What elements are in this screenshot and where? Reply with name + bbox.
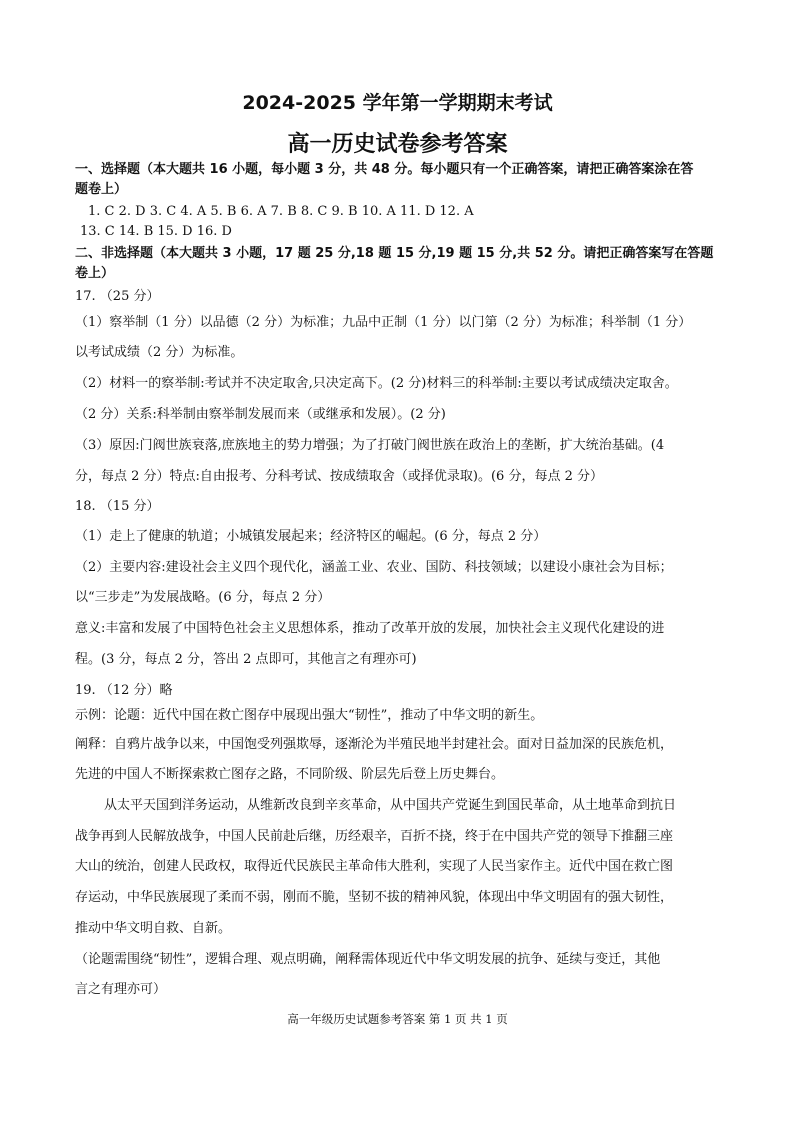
q18-part2: （2）主要内容:建设社会主义四个现代化，涵盖工业、农业、国防、科技领域；以建设小康社会为目标； bbox=[75, 560, 673, 575]
q19-label: 19. （12 分）略 bbox=[75, 683, 173, 698]
page-footer: 高一年级历史试题参考答案 第 1 页 共 1 页 bbox=[287, 1012, 508, 1026]
q19-example: 示例：论题：近代中国在救亡图存中展现出强大“韧性”，推动了中华文明的新生。 bbox=[75, 708, 544, 723]
section2-heading-cont: 卷上） bbox=[75, 266, 115, 281]
q17-part1: （1）察举制（1 分）以品德（2 分）为标准；九品中正制（1 分）以门第（2 分）为标准；科举制（1 分） bbox=[75, 315, 692, 330]
q17-part2: （2）材料一的察举制:考试并不决定取舍,只决定高下。(2 分)材料三的科举制:主要以考试成绩决定取舍。 bbox=[75, 376, 678, 391]
q17-part3: （3）原因:门阀世族衰落,庶族地主的势力增强；为了打破门阀世族在政治上的垄断，扩大统治基础。(4 bbox=[75, 438, 665, 453]
q18-part2-cont: 以“三步走”为发展战略。(6 分，每点 2 分） bbox=[75, 590, 331, 605]
q18-label: 18. （15 分） bbox=[75, 499, 160, 514]
q19-paragraph-line4: 存运动，中华民族展现了柔而不弱，刚而不脆，坚韧不拔的精神风貌，体现出中华文明固有的强大韧性， bbox=[75, 890, 674, 905]
q19-paragraph-line1: 从太平天国到洋务运动，从维新改良到辛亥革命，从中国共产党诞生到国民革命，从土地革命到抗日 bbox=[104, 798, 677, 813]
page-title: 高一历史试卷参考答案 bbox=[287, 132, 508, 157]
q17-label: 17. （25 分） bbox=[75, 289, 160, 304]
choice-answers-row2: 13. C 14. B 15. D 16. D bbox=[80, 224, 232, 239]
q19-explanation: 阐释：自鸦片战争以来，中国饱受列强欺辱，逐渐沦为半殖民地半封建社会。面对日益加深的民族危机， bbox=[75, 737, 674, 752]
q19-paragraph-line3: 大山的统治，创建人民政权，取得近代民族民主革命伟大胜利，实现了人民当家作主。近代中国在救亡图 bbox=[75, 859, 674, 874]
q19-paragraph-line2: 战争再到人民解放战争，中国人民前赴后继，历经艰辛，百折不挠，终于在中国共产党的领导下推翻三座 bbox=[75, 829, 674, 844]
q18-significance: 意义:丰富和发展了中国特色社会主义思想体系，推动了改革开放的发展，加快社会主义现代化建设的进 bbox=[75, 621, 665, 636]
section1-heading-cont: 题卷上） bbox=[75, 182, 128, 197]
section2-heading: 二、非选择题（本大题共 3 小题，17 题 25 分,18 题 15 分,19 题 15 分,共 52 分。请把正确答案写在答题 bbox=[75, 246, 714, 261]
q19-note-cont: 言之有理亦可） bbox=[75, 982, 167, 997]
exam-title: 2024-2025 学年第一学期期末考试 bbox=[242, 92, 553, 114]
q19-note: （论题需围绕“韧性”，逻辑合理、观点明确，阐释需体现近代中华文明发展的抗争、延续与变迁，其他 bbox=[75, 952, 661, 967]
q17-part1-cont: 以考试成绩（2 分）为标准。 bbox=[75, 345, 244, 360]
choice-answers-row1: 1. C 2. D 3. C 4. A 5. B 6. A 7. B 8. C 9. B 10. A 11. D 12. A bbox=[88, 204, 474, 219]
q17-part2-cont: （2 分）关系:科举制由察举制发展而来（或继承和发展）。(2 分) bbox=[75, 407, 446, 422]
q19-explanation-cont: 先进的中国人不断探索救亡图存之路，不同阶级、阶层先后登上历史舞台。 bbox=[75, 767, 505, 782]
q17-part3-cont: 分，每点 2 分）特点:自由报考、分科考试、按成绩取舍（或择优录取)。(6 分，每点 2 分） bbox=[75, 469, 603, 484]
q19-paragraph-line5: 推动中华文明自救、自新。 bbox=[75, 921, 232, 936]
q18-part1: （1）走上了健康的轨道；小城镇发展起来；经济特区的崛起。(6 分，每点 2 分） bbox=[75, 529, 547, 544]
section1-heading: 一、选择题（本大题共 16 小题，每小题 3 分，共 48 分。每小题只有一个正确答案，请把正确答案涂在答 bbox=[75, 162, 694, 177]
q18-significance-cont: 程。(3 分，每点 2 分，答出 2 点即可，其他言之有理亦可) bbox=[75, 652, 417, 667]
